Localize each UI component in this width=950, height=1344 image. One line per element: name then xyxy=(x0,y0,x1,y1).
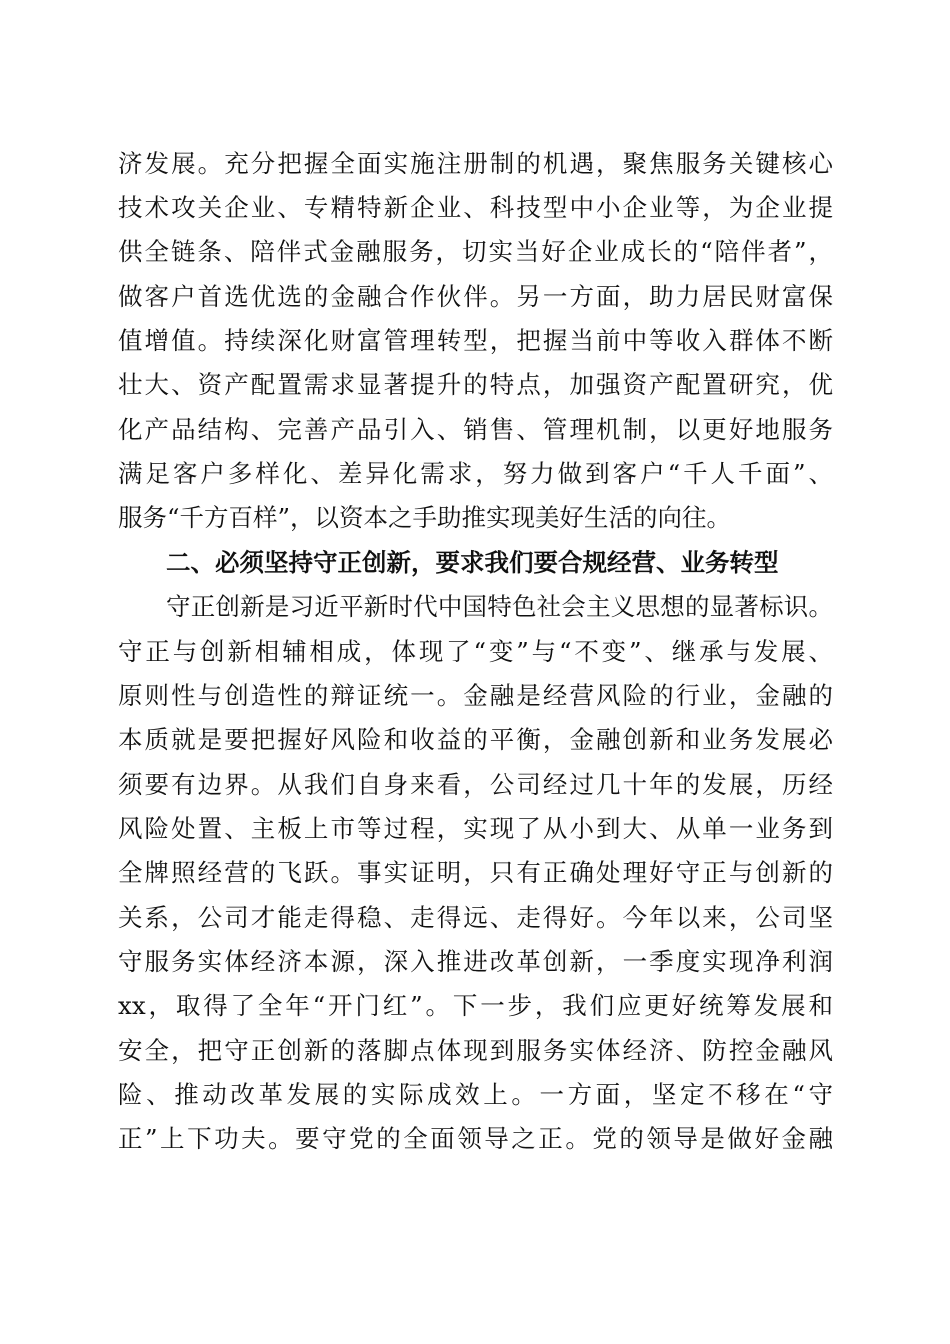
paragraph-line: 技术攻关企业、专精特新企业、科技型中小企业等，为企业提 xyxy=(118,193,833,222)
paragraph-line: 做客户首选优选的金融合作伙伴。另一方面，助力居民财富保 xyxy=(118,282,833,311)
paragraph-line: 供全链条、陪伴式金融服务，切实当好企业成长的“陪伴者”， xyxy=(118,237,833,266)
section-heading: 二、必须坚持守正创新，要求我们要合规经营、业务转型 xyxy=(166,548,779,577)
paragraph-line: 守正创新是习近平新时代中国特色社会主义思想的显著标识。 xyxy=(166,592,833,621)
paragraph-line: 安全，把守正创新的落脚点体现到服务实体经济、防控金融风 xyxy=(118,1036,833,1065)
paragraph-line: 全牌照经营的飞跃。事实证明，只有正确处理好守正与创新的 xyxy=(118,858,833,887)
paragraph-line: 守服务实体经济本源，深入推进改革创新，一季度实现净利润 xyxy=(118,947,833,976)
paragraph-line: 化产品结构、完善产品引入、销售、管理机制，以更好地服务 xyxy=(118,415,833,444)
paragraph-line: xx，取得了全年“开门红”。下一步，我们应更好统筹发展和 xyxy=(118,991,833,1020)
paragraph-line: 风险处置、主板上市等过程，实现了从小到大、从单一业务到 xyxy=(118,814,833,843)
paragraph-line: 满足客户多样化、差异化需求，努力做到客户“千人千面”、 xyxy=(118,459,833,488)
paragraph-line: 济发展。充分把握全面实施注册制的机遇，聚焦服务关键核心 xyxy=(118,149,833,178)
paragraph-line: 本质就是要把握好风险和收益的平衡，金融创新和业务发展必 xyxy=(118,725,833,754)
paragraph-line: 值增值。持续深化财富管理转型，把握当前中等收入群体不断 xyxy=(118,326,833,355)
paragraph-line: 守正与创新相辅相成，体现了“变”与“不变”、继承与发展、 xyxy=(118,637,833,666)
paragraph-line: 须要有边界。从我们自身来看，公司经过几十年的发展，历经 xyxy=(118,770,833,799)
paragraph-line: 壮大、资产配置需求显著提升的特点，加强资产配置研究，优 xyxy=(118,370,833,399)
paragraph-line: 原则性与创造性的辩证统一。金融是经营风险的行业，金融的 xyxy=(118,681,833,710)
paragraph-line: 正”上下功夫。要守党的全面领导之正。党的领导是做好金融 xyxy=(118,1124,833,1153)
paragraph-line: 关系，公司才能走得稳、走得远、走得好。今年以来，公司坚 xyxy=(118,903,833,932)
paragraph-line: 服务“千方百样”，以资本之手助推实现美好生活的向往。 xyxy=(118,503,732,532)
paragraph-line: 险、推动改革发展的实际成效上。一方面，坚定不移在“守 xyxy=(118,1080,833,1109)
